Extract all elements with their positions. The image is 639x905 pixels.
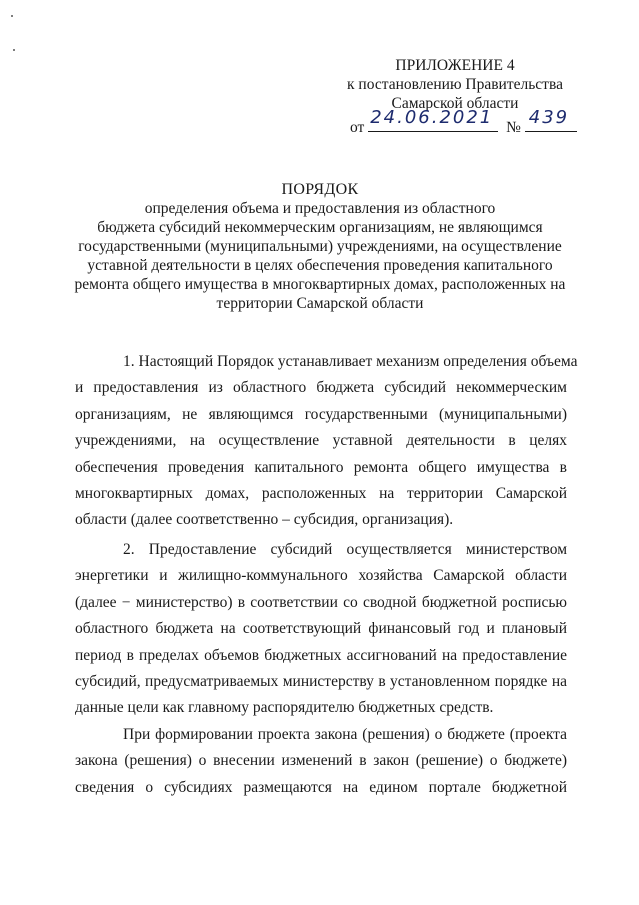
paragraph-line: многоквартирных домах, расположенных на территории Самарской	[75, 484, 567, 502]
appendix-line-1: к постановлению Правительства	[347, 76, 563, 93]
appendix-title: ПРИЛОЖЕНИЕ 4	[395, 57, 515, 74]
title-line: территории Самарской области	[216, 295, 424, 312]
scan-speck	[13, 49, 15, 51]
paragraph-line: учреждениями, на осуществление уставной деятельности в целях	[75, 432, 567, 450]
paragraph-line: организациям, не являющимся государственными (муниципальными)	[75, 405, 567, 423]
paragraph-line: субсидий, предусматриваемых министерству в установленном порядке на	[75, 672, 567, 690]
paragraph-line: энергетики и жилищно-коммунального хозяйства Самарской области	[75, 567, 567, 585]
title-line: ремонта общего имущества в многоквартирных домах, расположенных на	[74, 276, 566, 293]
paragraph-line: (далее − министерство) в соответствии со сводной бюджетной росписью	[75, 593, 567, 611]
paragraph-1	[75, 349, 578, 534]
paragraph-line: закона (решения) о внесении изменений в закон (решение) о бюджете)	[75, 752, 567, 770]
paragraph-line: При формировании проекта закона (решения) о бюджете (проекта	[123, 726, 567, 743]
date-underline	[368, 107, 498, 132]
paragraph-line: областного бюджета на соответствующий финансовый год и плановый	[75, 620, 567, 638]
paragraph-line: период в пределах объемов бюджетных ассигнований на предоставление	[75, 646, 567, 664]
paragraph-line: данные цели как главному распорядителю бюджетных средств.	[75, 699, 494, 717]
paragraph-line: и предоставления из областного бюджета субсидий некоммерческим	[75, 379, 567, 397]
paragraph-2	[75, 537, 567, 722]
paragraph-3	[75, 722, 567, 801]
title-line: определения объема и предоставления из областного	[144, 200, 496, 217]
paragraph-line: обеспечения проведения капитального ремонта общего имущества в	[75, 458, 567, 476]
document-heading: ПОРЯДОК	[281, 181, 359, 198]
paragraph-line: сведения о субсидиях размещаются на едином портале бюджетной	[75, 778, 567, 796]
number-sign: №	[506, 119, 521, 136]
title-line: государственными (муниципальными) учреждениями, на осуществление	[78, 238, 562, 255]
appendix-date-row	[330, 107, 580, 137]
handwritten-date: 24.06.2021	[370, 107, 494, 128]
title-line: уставной деятельности в целях обеспечения проведения капитального	[87, 257, 553, 274]
appendix-line-2: Самарской области	[391, 95, 519, 112]
title-line: бюджета субсидий некоммерческим организациям, не являющимся	[97, 219, 543, 236]
date-prefix: от	[350, 119, 365, 136]
paragraph-line: области (далее соответственно – субсидия, организация).	[75, 511, 454, 529]
paragraph-line: 1. Настоящий Порядок устанавливает механизм определения объема	[123, 353, 578, 370]
document-title-block	[60, 180, 580, 313]
number-underline	[525, 107, 577, 132]
handwritten-number: 439	[528, 107, 570, 128]
paragraph-line: 2. Предоставление субсидий осуществляется министерством	[123, 541, 567, 558]
scan-speck	[11, 15, 13, 17]
appendix-header	[330, 56, 580, 137]
